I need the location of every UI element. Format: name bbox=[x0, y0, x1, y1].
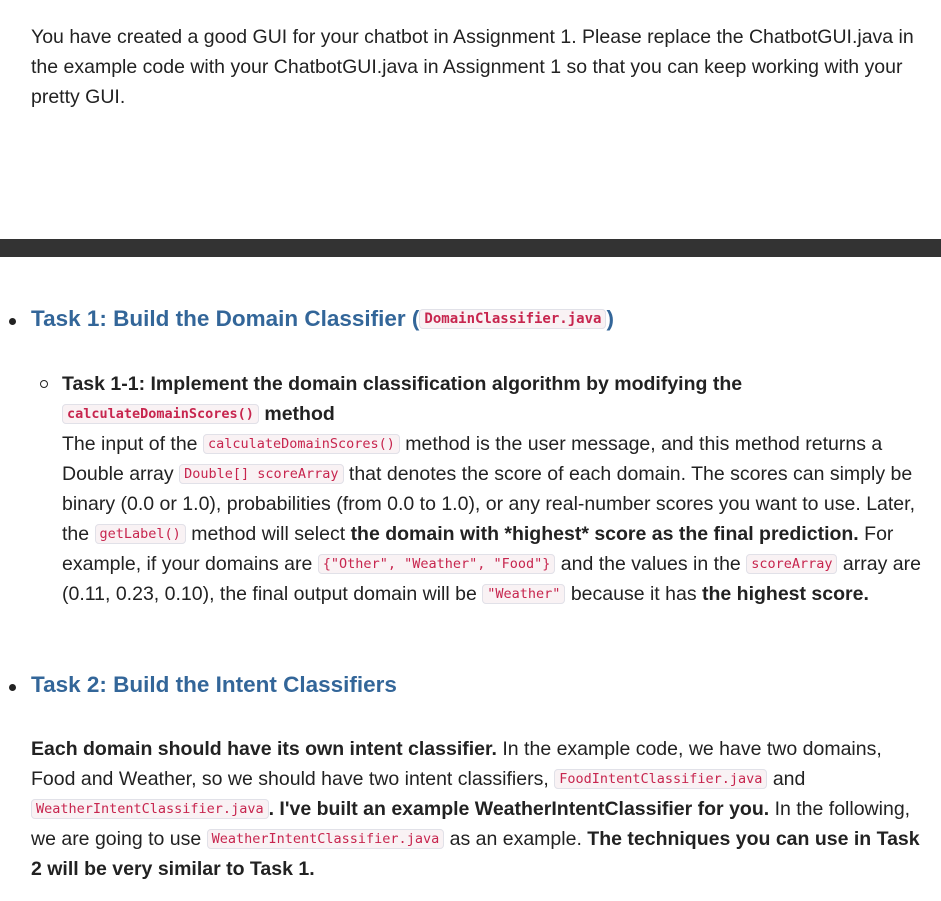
task1-heading bbox=[31, 306, 614, 332]
subtask-code-4: {"Other", "Weather", "Food"} bbox=[318, 554, 556, 574]
subtask-title-prefix: Task 1-1: Implement the domain classification algorithm by modifying the bbox=[62, 373, 743, 395]
subtask-text-2: method is the user message, and this method returns a Double array bbox=[62, 433, 883, 485]
task1-bullet bbox=[9, 318, 16, 325]
subtask-text-1: The input of the bbox=[62, 433, 198, 455]
task2-bold-2: . I've built an example WeatherIntentClassifier for you. bbox=[268, 798, 770, 820]
task2-text-1: In the example code, we have two domains, Food and Weather, so we should have two intent classifiers, bbox=[31, 738, 882, 790]
section-divider bbox=[0, 239, 941, 257]
task2-bullet bbox=[9, 684, 16, 691]
subtask-title-code: calculateDomainScores() bbox=[62, 404, 259, 424]
task2-code-3: WeatherIntentClassifier.java bbox=[207, 829, 445, 849]
subtask-code-1: calculateDomainScores() bbox=[203, 434, 400, 454]
task1-heading-close: ) bbox=[606, 306, 614, 331]
task2-bold-3: The techniques you can use in Task 2 will be very similar to Task 1. bbox=[31, 828, 920, 880]
subtask-text-8: because it has bbox=[570, 583, 697, 605]
subtask-1-1 bbox=[62, 369, 922, 609]
task2-code-2: WeatherIntentClassifier.java bbox=[31, 799, 269, 819]
subtask-title-suffix: method bbox=[264, 403, 335, 425]
subtask-code-6: "Weather" bbox=[482, 584, 565, 604]
subtask-text-7: array are (0.11, 0.23, 0.10), the final output domain will be bbox=[62, 553, 921, 605]
subtask-code-3: getLabel() bbox=[95, 524, 186, 544]
task2-code-1: FoodIntentClassifier.java bbox=[554, 769, 767, 789]
subtask-text-6: and the values in the bbox=[560, 553, 741, 575]
subtask-bold-1: the domain with *highest* score as the final prediction. bbox=[350, 523, 859, 545]
subtask-code-2: Double[] scoreArray bbox=[179, 464, 343, 484]
task2-text-4: as an example. bbox=[449, 828, 582, 850]
task2-text-3: In the following, we are going to use bbox=[31, 798, 911, 850]
subtask-text-4: method will select bbox=[191, 523, 346, 545]
task1-heading-code: DomainClassifier.java bbox=[419, 309, 606, 329]
task2-paragraph bbox=[31, 734, 931, 884]
subtask-title bbox=[62, 373, 742, 425]
subtask-bold-2: the highest score. bbox=[702, 583, 869, 605]
task2-heading: Task 2: Build the Intent Classifiers bbox=[31, 672, 397, 697]
task1-heading-text: Task 1: Build the Domain Classifier ( bbox=[31, 306, 420, 331]
intro-paragraph: You have created a good GUI for your chatbot in Assignment 1. Please replace the ChatbotGUI.java in the example code with your ChatbotGUI.java in Assignment 1 so that you can keep working with your pretty GUI. bbox=[31, 26, 914, 108]
subtask-text-3: that denotes the score of each domain. The scores can simply be binary (0.0 or 1.0), probabilities (from 0.0 to 1.0), or any real-number scores you want to use. Later, the bbox=[62, 463, 915, 545]
subtask-text-5: For example, if your domains are bbox=[62, 523, 894, 575]
task2-text-2: and bbox=[772, 768, 806, 790]
subtask-bullet bbox=[40, 380, 48, 388]
subtask-code-5: scoreArray bbox=[746, 554, 837, 574]
task2-bold-1: Each domain should have its own intent classifier. bbox=[31, 738, 497, 760]
